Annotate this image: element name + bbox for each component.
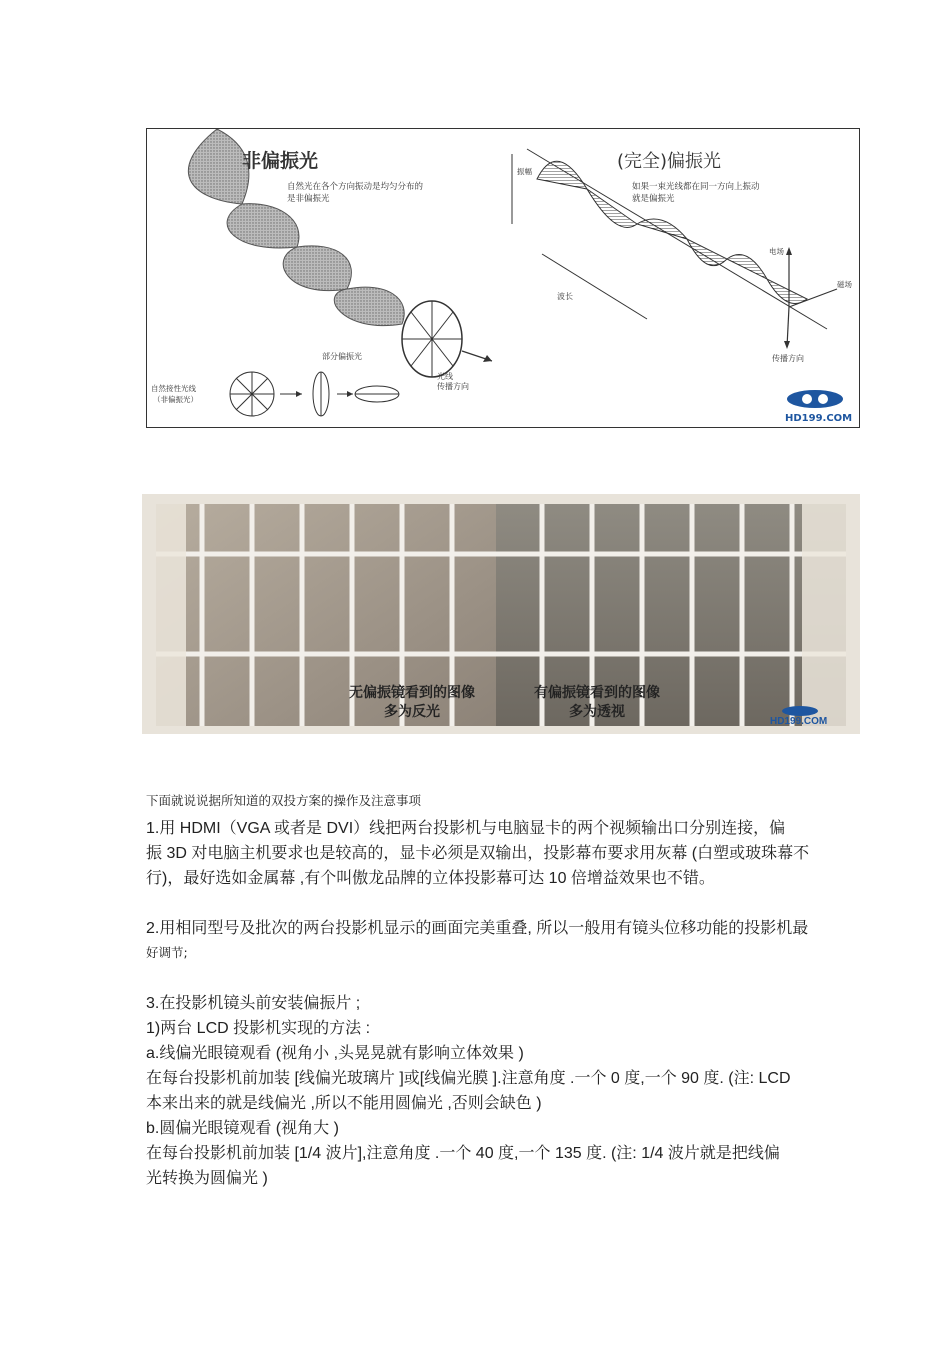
body-line-9: 在每台投影机前加装 [线偏光玻璃片 ]或[线偏光膜 ].注意角度 .一个 0 度,一个 90 度. (注: LCD: [146, 1070, 791, 1087]
caption-without-polarizer: [327, 684, 497, 722]
intro-line: 下面就说说据所知道的双投方案的操作及注意事项: [146, 793, 422, 808]
polarized-wave: [512, 149, 837, 349]
body-line-5: 好调节;: [146, 945, 188, 960]
unpolarized-title: 非偏振光: [242, 150, 319, 172]
unpolarized-desc-line2: 是非偏振光: [287, 194, 330, 204]
polarization-states: [230, 372, 399, 416]
polarized-desc-line2: 就是偏振光: [632, 194, 675, 204]
body-line-4: 2.用相同型号及批次的两台投影机显示的画面完美重叠, 所以一般用有镜头位移功能的投影机最: [146, 920, 809, 937]
body-line-13: 光转换为圆偏光 ): [146, 1170, 268, 1187]
propagation-direction-label: 传播方向: [772, 354, 804, 363]
partial-polarized-label: 部分偏振光: [322, 352, 362, 361]
arrow-icon: [784, 341, 790, 349]
logo-text: HD199.COM: [785, 413, 853, 424]
polarization-diagram: [146, 128, 860, 428]
arrow-icon: [786, 247, 792, 255]
comparison-photo-svg: [142, 494, 860, 734]
logo-text: HD199.COM: [770, 716, 828, 727]
body-line-3: 行)，最好选如金属幕 ,有个叫傲龙品牌的立体投影幕可达 10 倍增益效果也不错。: [146, 870, 715, 887]
body-line-11: b.圆偏光眼镜观看 (视角大 ): [146, 1120, 339, 1137]
electric-field-label: 电场: [769, 247, 784, 256]
beam-label-line1: 光线: [437, 372, 453, 381]
natural-light-label-line1: 自然接性光线: [151, 384, 196, 393]
arrow-icon: [296, 391, 302, 397]
hd199-logo: [770, 706, 827, 727]
unpolarized-desc-line1: 自然光在各个方向振动是均匀分布的: [287, 182, 424, 192]
natural-light-label-line2: （非偏振光）: [153, 395, 198, 404]
body-line-7: 1)两台 LCD 投影机实现的方法 :: [146, 1020, 371, 1037]
amplitude-label: 振幅: [517, 167, 532, 176]
caption-left-line1: 无偏振镜看到的图像: [349, 685, 475, 701]
logo-mark: [782, 706, 818, 716]
arrow-icon: [347, 391, 353, 397]
caption-left-line2: 多为反光: [384, 704, 440, 720]
caption-right-line1: 有偏振镜看到的图像: [534, 685, 660, 701]
body-line-10: 本来出来的就是线偏光 ,所以不能用圆偏光 ,否则会缺色 ): [146, 1095, 542, 1112]
body-line-6: 3.在投影机镜头前安装偏振片 ;: [146, 995, 361, 1012]
wavelength-label: 波长: [557, 292, 573, 301]
polarizer-comparison-photo: [142, 494, 860, 734]
beam-label-line2: 传播方向: [437, 382, 469, 391]
body-line-2: 振 3D 对电脑主机要求也是较高的，显卡必须是双输出，投影幕布要求用灰幕 (白塑或玻珠幕不: [146, 845, 810, 862]
unpolarized-wave: [188, 129, 492, 377]
caption-right-line2: 多为透视: [569, 704, 625, 720]
polarized-title: (完全)偏振光: [617, 151, 722, 172]
body-line-8: a.线偏光眼镜观看 (视角小 ,头晃晃就有影响立体效果 ): [146, 1045, 524, 1062]
body-line-12: 在每台投影机前加装 [1/4 波片],注意角度 .一个 40 度,一个 135 度. (注: 1/4 波片就是把线偏: [146, 1145, 780, 1162]
polarized-desc-line1: 如果一束光线都在同一方向上振动: [632, 182, 760, 192]
body-line-1: 1.用 HDMI（VGA 或者是 DVI）线把两台投影机与电脑显卡的两个视频输出口分别连接，偏: [146, 820, 786, 837]
caption-with-polarizer: [512, 684, 682, 722]
magnetic-field-label: 磁场: [837, 280, 852, 289]
polarization-diagram-svg: [147, 129, 860, 428]
hd199-logo: [785, 390, 852, 424]
